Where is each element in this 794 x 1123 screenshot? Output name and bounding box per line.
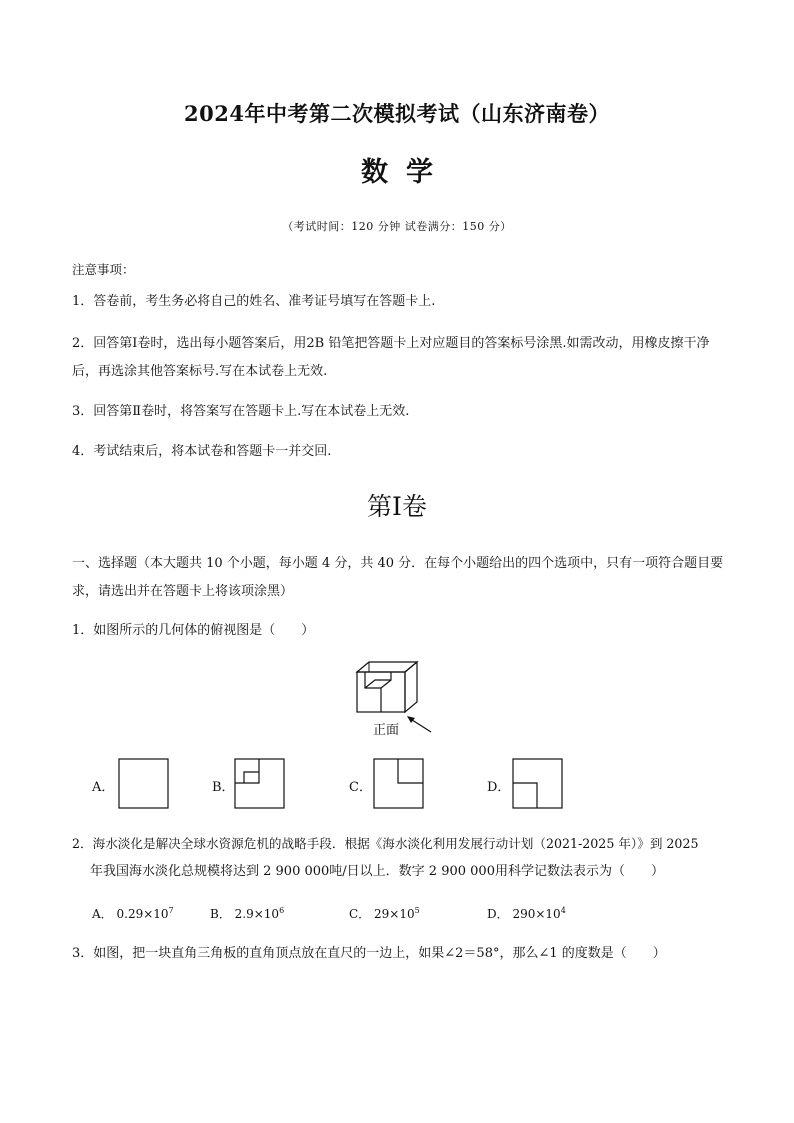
notice-item-3: 3．回答第Ⅱ卷时，将答案写在答题卡上.写在本试卷上无效. [72, 404, 410, 419]
exam-title: 2024年中考第二次模拟考试（山东济南卷） [184, 101, 610, 126]
subject-title: 数学 [361, 157, 451, 188]
q1-option-d-label: D． [487, 780, 511, 795]
q1-option-d-figure [512, 758, 564, 810]
q2-stem-line1: 2．海水淡化是解决全球水资源危机的战略手段．根据《海水淡化利用发展行动计划（2021-2025 年）》到 2025 [72, 836, 699, 851]
q1-front-arrow-icon [405, 714, 435, 736]
q1-option-b-label: B． [212, 780, 235, 795]
q1-option-c-figure [373, 758, 425, 810]
q2-option-a-base: 0.29×10 [116, 907, 169, 921]
q2-option-a-letter: A． [92, 907, 113, 921]
q1-option-a-label: A． [92, 780, 115, 795]
notice-heading: 注意事项： [72, 262, 135, 277]
q2-option-b-letter: B． [210, 907, 231, 921]
q2-option-c-base: 29×10 [374, 907, 415, 921]
q2-option-d [487, 905, 566, 922]
q1-solid-figure [355, 660, 425, 718]
q1-option-c-label: C． [349, 780, 372, 795]
q2-option-a [92, 905, 174, 922]
notice-item-4: 4．考试结束后，将本试卷和答题卡一并交回. [72, 444, 332, 459]
q1-option-b-figure [234, 758, 286, 810]
q2-stem-line2: 年我国海水淡化总规模将达到 2 900 000吨/日以上．数字 2 900 000用科学记数法表示为（ ） [90, 864, 664, 879]
notice-item-1: 1．答卷前，考生务必将自己的姓名、准考证号填写在答题卡上. [72, 294, 436, 309]
q1-front-label: 正面 [373, 723, 400, 738]
q3-stem: 3．如图，把一块直角三角板的直角顶点放在直尺的一边上，如果∠2＝58°，那么∠1 的度数是（ ） [72, 946, 666, 961]
exam-info: （考试时间：120 分钟 试卷满分：150 分） [282, 220, 512, 233]
q2-option-b [210, 905, 284, 922]
q1-stem: 1．如图所示的几何体的俯视图是（ ） [72, 623, 315, 638]
q2-option-c-letter: C． [349, 907, 371, 921]
q2-option-c [349, 905, 420, 922]
section-instructions: 一、选择题（本大题共 10 个小题，每小题 4 分，共 40 分．在每个小题给出的四个选项中，只有一项符合题目要求，请选出并在答题卡上将该项涂黑） [72, 556, 724, 599]
q2-option-d-letter: D． [487, 907, 509, 921]
q1-option-a-figure [118, 758, 170, 810]
notice-item-2: 2．回答第Ⅰ卷时，选出每小题答案后，用2B 铅笔把答题卡上对应题目的答案标号涂黑.如需改动，用橡皮擦干净后，再选涂其他答案标号.写在本试卷上无效. [72, 336, 710, 379]
section-title: 第Ⅰ卷 [367, 492, 427, 521]
q2-option-d-exp: 4 [560, 906, 566, 915]
q2-option-b-exp: 6 [279, 906, 285, 915]
q2-option-b-base: 2.9×10 [234, 907, 280, 921]
q2-option-c-exp: 5 [414, 906, 420, 915]
q2-option-d-base: 290×10 [512, 907, 561, 921]
q2-option-a-exp: 7 [168, 906, 174, 915]
